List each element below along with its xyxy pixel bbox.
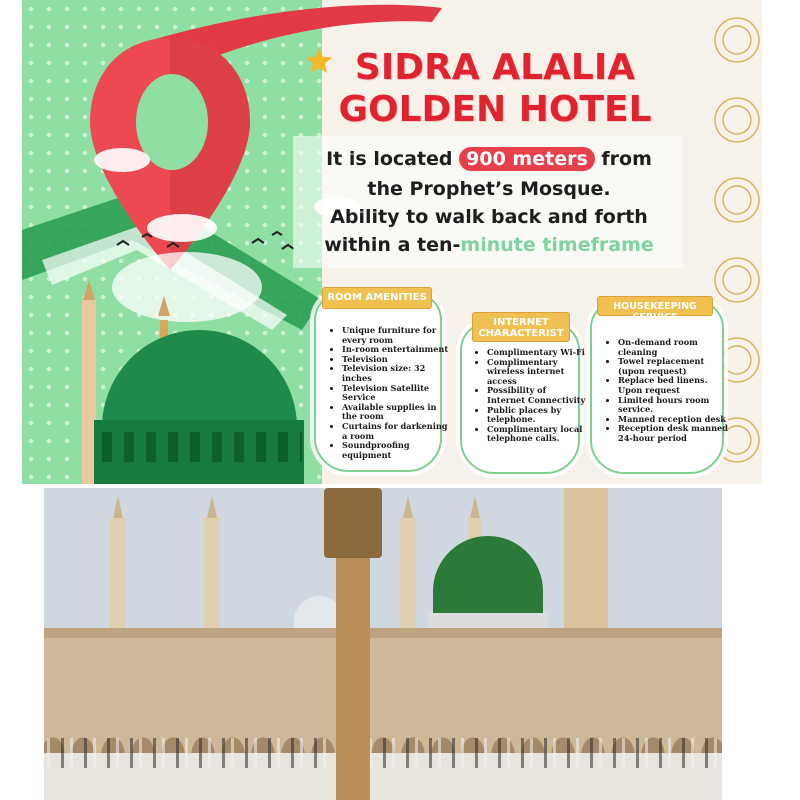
minaret-top xyxy=(207,496,217,518)
list-item: • Possibility of Internet Connectivity xyxy=(487,386,587,405)
location-line-3: Ability to walk back and forth xyxy=(330,206,648,228)
list-item: • Complimentary local telephone calls. xyxy=(487,425,587,444)
list-item: • Complimentary Wi-Fi xyxy=(487,348,587,358)
minaret-top xyxy=(470,496,480,518)
internet-list xyxy=(475,348,587,444)
list-item: • In-room entertainment xyxy=(342,345,454,355)
minaret xyxy=(564,488,608,648)
location-text: from xyxy=(594,148,652,170)
dome-windows xyxy=(102,432,302,462)
list-item: • Soundproofing equipment xyxy=(342,441,454,460)
list-item: • Replace bed linens. Upon request xyxy=(618,376,730,395)
housekeeping-label: HOUSEKEEPING SERVICE xyxy=(597,296,713,316)
list-item: • On-demand room cleaning xyxy=(618,338,730,357)
minaret-top xyxy=(403,496,413,518)
internet-label-line: INTERNET xyxy=(493,317,549,328)
sky xyxy=(38,488,728,648)
room-amenities-label: ROOM AMENITIES xyxy=(322,287,432,309)
list-item: • Reception desk manned 24-hour period xyxy=(618,424,730,443)
list-item: • Towel replacement (upon request) xyxy=(618,357,730,376)
hotel-title-line-2: GOLDEN HOTEL xyxy=(338,89,652,130)
list-item: • Television Satellite Service xyxy=(342,384,454,403)
minaret-top xyxy=(158,296,170,316)
internet-label-line: CHARACTERIST xyxy=(478,328,564,339)
location-line-4 xyxy=(300,236,678,255)
cloud xyxy=(94,148,150,172)
location-line-1 xyxy=(300,150,678,169)
minaret-top xyxy=(83,280,95,300)
list-item: • Television xyxy=(342,355,454,365)
lamp-head xyxy=(324,488,382,558)
location-line-2: the Prophet’s Mosque. xyxy=(367,178,611,200)
room-amenities-list xyxy=(330,326,454,460)
internet-label xyxy=(472,312,570,342)
list-item: • Unique furniture for every room xyxy=(342,326,454,345)
hotel-title-line-1: SIDRA ALALIA xyxy=(354,47,636,88)
list-item: • Limited hours room service. xyxy=(618,396,730,415)
list-item: • Available supplies in the room xyxy=(342,403,454,422)
people xyxy=(38,738,728,768)
location-text: within a ten- xyxy=(324,234,461,256)
mosque-wall-top xyxy=(38,628,728,638)
timeframe-text: minute timeframe xyxy=(460,234,654,256)
distance-badge: 900 meters xyxy=(459,147,595,171)
torn-edge xyxy=(22,488,44,800)
list-item: • Manned reception desk xyxy=(618,415,730,425)
list-item: • Curtains for darkening a room xyxy=(342,422,454,441)
list-item: • Complimentary wireless internet access xyxy=(487,358,587,387)
list-item: • Public places by telephone. xyxy=(487,406,587,425)
minaret-top xyxy=(113,496,123,518)
mosque-photo xyxy=(38,488,728,800)
housekeeping-list xyxy=(606,338,730,444)
list-item: • Television size: 32 inches xyxy=(342,364,454,383)
torn-edge xyxy=(722,488,800,800)
location-text: It is located xyxy=(326,148,460,170)
birds-icon xyxy=(112,225,302,265)
